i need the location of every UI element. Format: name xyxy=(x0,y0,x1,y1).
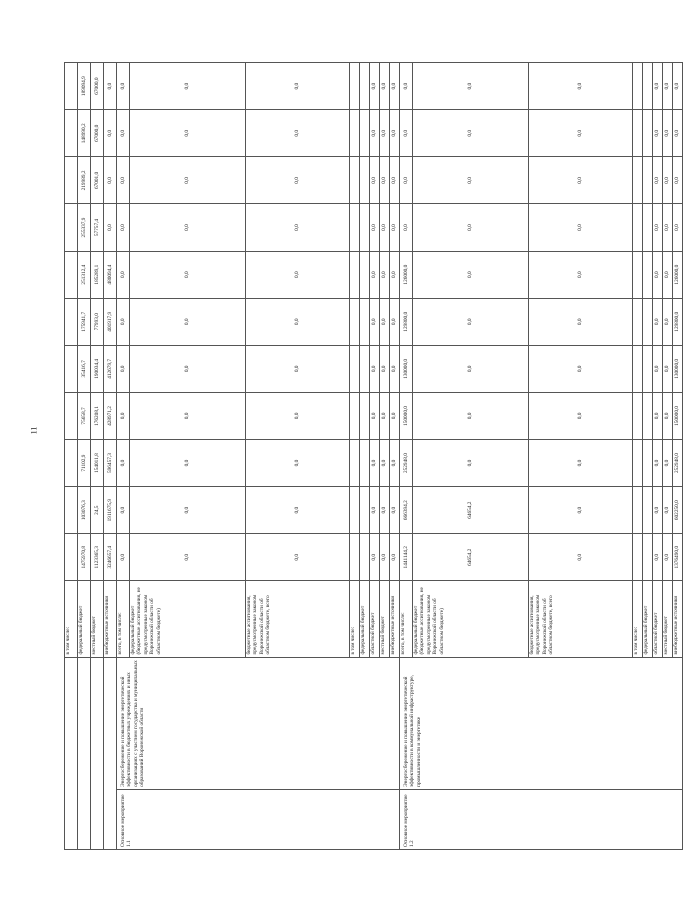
funding-source-label: всего, в том числе: xyxy=(117,581,130,657)
value-cell: 150000,0 xyxy=(673,392,683,439)
value-cell xyxy=(350,392,360,439)
value-cell: 130000,0 xyxy=(400,345,413,392)
value-cell xyxy=(65,298,78,345)
value-cell xyxy=(65,534,78,581)
value-cell xyxy=(350,298,360,345)
funding-source-label: внебюджетные источники xyxy=(673,581,683,657)
value-cell: 0,0 xyxy=(673,157,683,204)
value-cell: 252948,0 xyxy=(673,440,683,487)
value-cell: 0,0 xyxy=(653,110,663,157)
value-cell xyxy=(65,251,78,298)
funding-source-label: в том числе: xyxy=(350,581,360,657)
value-cell: 0,0 xyxy=(653,534,663,581)
finance-table xyxy=(64,62,683,850)
value-cell: 0,0 xyxy=(529,110,633,157)
value-cell: 189094,9 xyxy=(78,63,91,110)
value-cell: 0,0 xyxy=(400,110,413,157)
value-cell: 0,0 xyxy=(130,251,246,298)
event-name-cell: Энергосбережение и повышение энергетической эффективности в бюджетных учреждениях и иных организациях с участием государства и муниципальных образований Воронежской области xyxy=(117,657,400,789)
funding-source-label: федеральный бюджет (бюджетные ассигнования, не предусмотренные законом Воронежской области об областном бюджете) xyxy=(413,581,529,657)
value-cell: 175941,7 xyxy=(78,298,91,345)
value-cell: 0,0 xyxy=(673,110,683,157)
value-cell xyxy=(65,157,78,204)
value-cell: 0,0 xyxy=(130,204,246,251)
value-cell: 0,0 xyxy=(130,440,246,487)
table-row xyxy=(104,63,117,850)
value-cell: 0,0 xyxy=(130,392,246,439)
value-cell xyxy=(350,440,360,487)
funding-source-label: внебюджетные источники xyxy=(104,581,117,657)
table-body xyxy=(65,63,683,850)
value-cell: 67000,0 xyxy=(91,63,104,110)
funding-source-label: внебюджетные источники xyxy=(390,581,400,657)
value-cell: 0,0 xyxy=(246,298,350,345)
value-cell: 0,0 xyxy=(370,251,380,298)
value-cell: 0,0 xyxy=(663,63,673,110)
table-row xyxy=(117,63,130,850)
value-cell: 0,0 xyxy=(380,110,390,157)
value-cell: 0,0 xyxy=(370,298,380,345)
value-cell: 103076,3 xyxy=(78,487,91,534)
event-code-cell: Основное мероприятие 1.1 xyxy=(117,789,400,849)
value-cell: 77993,0 xyxy=(91,298,104,345)
value-cell: 0,0 xyxy=(246,487,350,534)
value-cell: 0,0 xyxy=(380,440,390,487)
value-cell xyxy=(633,157,643,204)
value-cell: 0,0 xyxy=(130,157,246,204)
value-cell: 0,0 xyxy=(117,298,130,345)
value-cell: 0,0 xyxy=(370,487,380,534)
value-cell: 0,0 xyxy=(370,63,380,110)
funding-source-label: местный бюджет xyxy=(91,581,104,657)
value-cell: 0,0 xyxy=(130,110,246,157)
value-cell xyxy=(350,534,360,581)
value-cell: 0,0 xyxy=(117,487,130,534)
value-cell: 666394,2 xyxy=(400,487,413,534)
value-cell xyxy=(633,298,643,345)
value-cell: 150000,0 xyxy=(400,392,413,439)
value-cell: 0,0 xyxy=(390,534,400,581)
value-cell xyxy=(65,204,78,251)
value-cell: 0,0 xyxy=(529,157,633,204)
value-cell xyxy=(643,204,653,251)
value-cell: 1911675,9 xyxy=(104,487,117,534)
value-cell xyxy=(65,440,78,487)
value-cell xyxy=(360,110,370,157)
funding-source-label: в том числе: xyxy=(65,581,78,657)
value-cell: 0,0 xyxy=(380,392,390,439)
value-cell: 0,0 xyxy=(246,110,350,157)
value-cell: 0,0 xyxy=(370,110,380,157)
value-cell: 412679,7 xyxy=(104,345,117,392)
value-cell: 0,0 xyxy=(380,345,390,392)
funding-source-label: местный бюджет xyxy=(380,581,390,657)
value-cell xyxy=(350,157,360,204)
value-cell: 0,0 xyxy=(653,345,663,392)
value-cell: 602250,0 xyxy=(673,487,683,534)
value-cell xyxy=(633,204,643,251)
value-cell: 0,0 xyxy=(390,157,400,204)
value-cell xyxy=(360,345,370,392)
value-cell xyxy=(643,440,653,487)
value-cell xyxy=(643,345,653,392)
value-cell: 0,0 xyxy=(370,534,380,581)
funding-source-label: бюджетные ассигнования, предусмотренные законом Воронежской области об областном бюджете, всего xyxy=(246,581,350,657)
value-cell: 0,0 xyxy=(663,204,673,251)
value-cell: 0,0 xyxy=(117,204,130,251)
value-cell xyxy=(65,392,78,439)
value-cell: 0,0 xyxy=(529,298,633,345)
value-cell: 0,0 xyxy=(246,63,350,110)
value-cell: 219989,2 xyxy=(78,157,91,204)
value-cell xyxy=(350,110,360,157)
value-cell: 0,0 xyxy=(390,110,400,157)
value-cell: 0,0 xyxy=(413,440,529,487)
value-cell xyxy=(633,440,643,487)
value-cell: 0,0 xyxy=(413,110,529,157)
value-cell: 0,0 xyxy=(413,204,529,251)
value-cell xyxy=(643,298,653,345)
value-cell: 0,0 xyxy=(663,110,673,157)
value-cell xyxy=(360,534,370,581)
value-cell: 596457,3 xyxy=(104,440,117,487)
value-cell: 71102,9 xyxy=(78,440,91,487)
value-cell: 0,0 xyxy=(370,157,380,204)
value-cell: 0,0 xyxy=(370,392,380,439)
value-cell: 24,5 xyxy=(91,487,104,534)
value-cell xyxy=(643,157,653,204)
value-cell xyxy=(360,440,370,487)
value-cell: 0,0 xyxy=(413,251,529,298)
value-cell: 0,0 xyxy=(400,204,413,251)
spacer-cell xyxy=(65,657,78,849)
value-cell: 0,0 xyxy=(130,63,246,110)
value-cell xyxy=(350,345,360,392)
value-cell xyxy=(360,251,370,298)
value-cell xyxy=(633,110,643,157)
funding-source-label: местный бюджет xyxy=(663,581,673,657)
value-cell: 0,0 xyxy=(653,251,663,298)
value-cell: 0,0 xyxy=(380,487,390,534)
value-cell: 0,0 xyxy=(673,204,683,251)
funding-source-label: федеральный бюджет xyxy=(643,581,653,657)
value-cell: 0,0 xyxy=(117,345,130,392)
value-cell: 129800,0 xyxy=(400,298,413,345)
value-cell: 0,0 xyxy=(413,298,529,345)
value-cell: 0,0 xyxy=(653,440,663,487)
value-cell: 0,0 xyxy=(117,534,130,581)
value-cell: 126000,0 xyxy=(673,251,683,298)
value-cell: 0,0 xyxy=(246,251,350,298)
value-cell: 0,0 xyxy=(130,345,246,392)
value-cell xyxy=(350,251,360,298)
value-cell: 0,0 xyxy=(380,157,390,204)
value-cell xyxy=(633,251,643,298)
value-cell: 0,0 xyxy=(246,204,350,251)
value-cell: 1441144,2 xyxy=(400,534,413,581)
value-cell: 0,0 xyxy=(117,440,130,487)
value-cell: 64654,2 xyxy=(413,487,529,534)
value-cell: 0,0 xyxy=(117,157,130,204)
value-cell: 0,0 xyxy=(246,157,350,204)
value-cell: 0,0 xyxy=(117,251,130,298)
value-cell xyxy=(360,63,370,110)
value-cell xyxy=(65,110,78,157)
value-cell: 0,0 xyxy=(663,345,673,392)
value-cell xyxy=(350,487,360,534)
value-cell: 0,0 xyxy=(380,63,390,110)
value-cell: 480094,4 xyxy=(104,251,117,298)
value-cell: 428971,2 xyxy=(104,392,117,439)
table-row xyxy=(78,63,91,850)
value-cell xyxy=(360,204,370,251)
value-cell: 0,0 xyxy=(673,63,683,110)
value-cell: 0,0 xyxy=(529,204,633,251)
value-cell: 0,0 xyxy=(653,157,663,204)
spacer-cell xyxy=(91,657,104,849)
value-cell: 0,0 xyxy=(390,298,400,345)
value-cell: 0,0 xyxy=(529,63,633,110)
funding-source-label: всего, в том числе: xyxy=(400,581,413,657)
value-cell: 1376490,0 xyxy=(673,534,683,581)
value-cell: 0,0 xyxy=(370,204,380,251)
value-cell: 190034,4 xyxy=(91,345,104,392)
value-cell: 0,0 xyxy=(663,487,673,534)
value-cell: 57757,4 xyxy=(91,204,104,251)
value-cell xyxy=(360,392,370,439)
value-cell: 0,0 xyxy=(104,63,117,110)
value-cell: 0,0 xyxy=(663,392,673,439)
value-cell: 0,0 xyxy=(529,487,633,534)
value-cell: 0,0 xyxy=(380,298,390,345)
value-cell: 0,0 xyxy=(663,251,673,298)
value-cell: 3246657,4 xyxy=(104,534,117,581)
value-cell: 0,0 xyxy=(390,251,400,298)
value-cell: 255337,9 xyxy=(78,204,91,251)
value-cell: 0,0 xyxy=(653,63,663,110)
value-cell: 148990,2 xyxy=(78,110,91,157)
value-cell: 67000,0 xyxy=(91,110,104,157)
value-cell: 0,0 xyxy=(663,440,673,487)
value-cell xyxy=(633,392,643,439)
value-cell: 126000,0 xyxy=(400,251,413,298)
value-cell: 0,0 xyxy=(413,345,529,392)
value-cell: 0,0 xyxy=(380,534,390,581)
value-cell: 75658,7 xyxy=(78,392,91,439)
value-cell: 252948,0 xyxy=(400,440,413,487)
value-cell: 0,0 xyxy=(529,440,633,487)
value-cell: 0,0 xyxy=(400,157,413,204)
funding-source-label: областной бюджет xyxy=(653,581,663,657)
funding-source-label: областной бюджет xyxy=(370,581,380,657)
value-cell: 0,0 xyxy=(246,392,350,439)
value-cell: 0,0 xyxy=(370,345,380,392)
value-cell: 0,0 xyxy=(529,345,633,392)
value-cell: 64654,2 xyxy=(413,534,529,581)
value-cell: 0,0 xyxy=(390,63,400,110)
value-cell: 0,0 xyxy=(117,110,130,157)
value-cell: 130000,0 xyxy=(673,345,683,392)
value-cell: 0,0 xyxy=(390,487,400,534)
value-cell xyxy=(643,63,653,110)
value-cell: 0,0 xyxy=(130,534,246,581)
value-cell: 0,0 xyxy=(653,487,663,534)
value-cell: 0,0 xyxy=(104,157,117,204)
value-cell: 176208,1 xyxy=(91,392,104,439)
value-cell: 0,0 xyxy=(663,534,673,581)
page-number: 11 xyxy=(29,426,39,435)
value-cell: 154011,8 xyxy=(91,440,104,487)
value-cell xyxy=(633,63,643,110)
funding-source-label: в том числе: xyxy=(633,581,643,657)
funding-source-label: федеральный бюджет xyxy=(78,581,91,657)
value-cell xyxy=(643,251,653,298)
value-cell: 0,0 xyxy=(117,392,130,439)
value-cell: 0,0 xyxy=(653,204,663,251)
value-cell: 0,0 xyxy=(390,392,400,439)
value-cell: 0,0 xyxy=(117,63,130,110)
value-cell: 0,0 xyxy=(130,487,246,534)
value-cell xyxy=(65,487,78,534)
value-cell: 0,0 xyxy=(130,298,246,345)
value-cell: 0,0 xyxy=(104,110,117,157)
table-row xyxy=(65,63,78,850)
value-cell: 0,0 xyxy=(663,298,673,345)
value-cell: 1475970,8 xyxy=(78,534,91,581)
value-cell xyxy=(643,534,653,581)
value-cell: 0,0 xyxy=(104,204,117,251)
value-cell xyxy=(643,487,653,534)
value-cell xyxy=(360,487,370,534)
value-cell: 401917,9 xyxy=(104,298,117,345)
value-cell: 0,0 xyxy=(653,392,663,439)
rotated-table-wrapper xyxy=(64,62,681,850)
value-cell: 67001,0 xyxy=(91,157,104,204)
value-cell: 0,0 xyxy=(390,204,400,251)
value-cell xyxy=(350,204,360,251)
value-cell xyxy=(643,392,653,439)
value-cell xyxy=(633,345,643,392)
value-cell: 0,0 xyxy=(390,440,400,487)
spacer-cell xyxy=(78,657,91,849)
value-cell: 0,0 xyxy=(413,157,529,204)
value-cell: 0,0 xyxy=(390,345,400,392)
funding-source-label: федеральный бюджет (бюджетные ассигнования, не предусмотренные законом Воронежской области об областном бюджете) xyxy=(130,581,246,657)
spacer-cell xyxy=(104,657,117,849)
value-cell: 0,0 xyxy=(246,440,350,487)
value-cell: 0,0 xyxy=(529,251,633,298)
value-cell: 0,0 xyxy=(380,251,390,298)
value-cell: 0,0 xyxy=(663,157,673,204)
event-name-cell: Энергосбережение и повышение энергетической эффективности в коммунальной инфраструктуре, промышленности и энергетике xyxy=(400,657,683,789)
value-cell: 0,0 xyxy=(246,534,350,581)
value-cell xyxy=(633,487,643,534)
value-cell: 0,0 xyxy=(413,392,529,439)
value-cell xyxy=(360,157,370,204)
value-cell xyxy=(360,298,370,345)
value-cell xyxy=(633,534,643,581)
value-cell: 0,0 xyxy=(529,534,633,581)
value-cell: 0,0 xyxy=(529,392,633,439)
value-cell: 185289,1 xyxy=(91,251,104,298)
funding-source-label: федеральный бюджет xyxy=(360,581,370,657)
value-cell: 35416,7 xyxy=(78,345,91,392)
value-cell: 0,0 xyxy=(400,63,413,110)
value-cell: 0,0 xyxy=(246,345,350,392)
value-cell xyxy=(65,345,78,392)
event-code-cell: Основное мероприятие 1.2 xyxy=(400,789,683,849)
value-cell: 1123365,3 xyxy=(91,534,104,581)
value-cell: 251312,4 xyxy=(78,251,91,298)
value-cell: 129800,0 xyxy=(673,298,683,345)
value-cell: 0,0 xyxy=(653,298,663,345)
table-row xyxy=(400,63,413,850)
value-cell: 0,0 xyxy=(380,204,390,251)
value-cell: 0,0 xyxy=(413,63,529,110)
value-cell xyxy=(350,63,360,110)
value-cell xyxy=(65,63,78,110)
value-cell xyxy=(643,110,653,157)
table-row xyxy=(91,63,104,850)
value-cell: 0,0 xyxy=(370,440,380,487)
funding-source-label: бюджетные ассигнования, предусмотренные законом Воронежской области об областном бюджете, всего xyxy=(529,581,633,657)
